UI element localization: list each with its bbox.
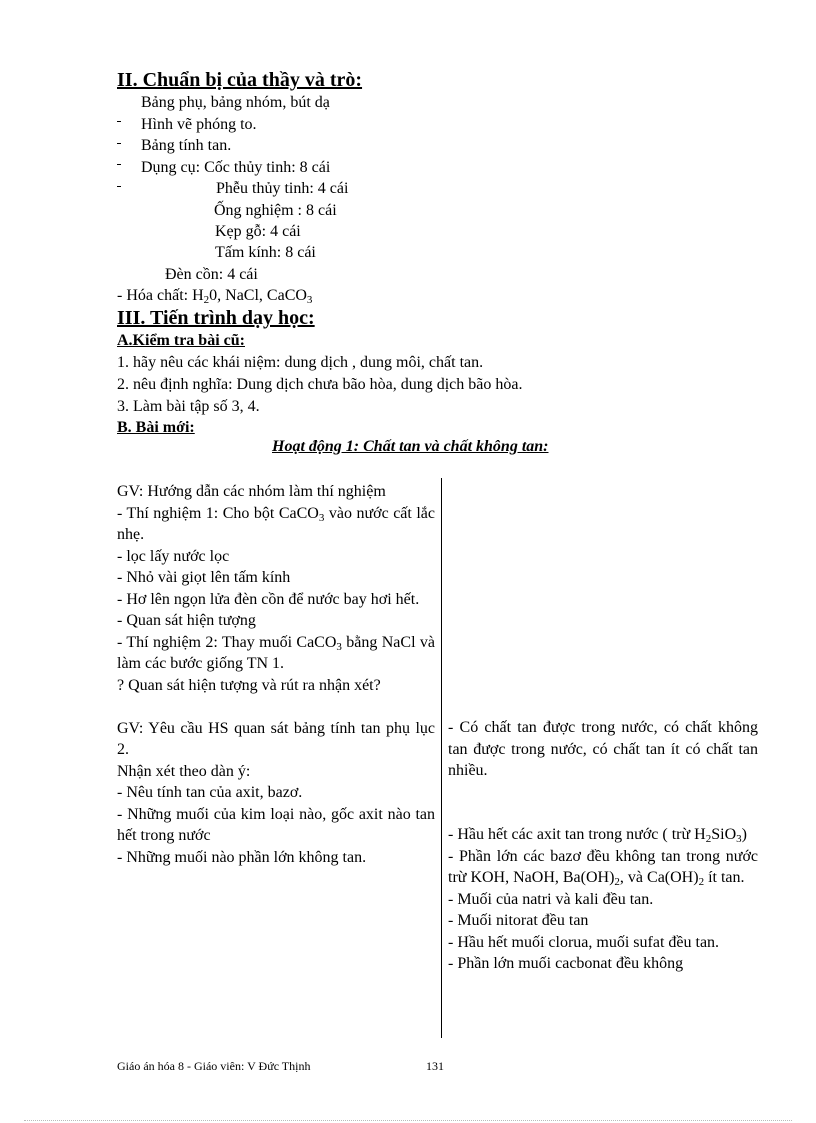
student-answer: - Hầu hết muối clorua, muối sufat đều tan. bbox=[448, 933, 720, 951]
teacher-step: GV: Yêu cầu HS quan sát bảng tính tan phụ lục 2. bbox=[117, 719, 435, 758]
page-number: 131 bbox=[426, 1059, 444, 1073]
prep-item: Bảng phụ, bảng nhóm, bút dạ bbox=[141, 94, 330, 111]
tool-item: Đèn cồn: 4 cái bbox=[165, 266, 258, 283]
student-column-top bbox=[448, 717, 758, 782]
student-answer: - Phần lớn các bazơ đều không tan trong nước trừ KOH, NaOH, $Ba(OH)_2$, và $Ca(OH)_2$ ít tan. bbox=[448, 847, 758, 888]
student-answer: - Hầu hết các axit tan trong nước ( trừ $H_2SiO_3$) bbox=[448, 826, 747, 845]
student-answer: - Phần lớn muối cacbonat đều không bbox=[448, 955, 684, 972]
student-answer: - Muối của natri và kali đều tan. bbox=[448, 890, 654, 908]
teacher-step: - Nêu tính tan của axit, bazơ. bbox=[117, 784, 303, 801]
teacher-step: GV: Hướng dẫn các nhóm làm thí nghiệm bbox=[117, 483, 386, 500]
teacher-step: - Nhỏ vài giọt lên tấm kính bbox=[117, 569, 291, 586]
section-2-title: II. Chuẩn bị của thầy và trò: bbox=[117, 69, 363, 91]
review-question: 2. nêu định nghĩa: Dung dịch chưa bão hòa, dung dịch bão hòa. bbox=[117, 376, 523, 393]
teacher-step: Nhận xét theo dàn ý: bbox=[117, 762, 251, 780]
footer-text: Giáo án hóa 8 - Giáo viên: V Đức Thịnh bbox=[117, 1059, 311, 1073]
prep-item: Dụng cụ: Cốc thủy tinh: 8 cái bbox=[141, 159, 331, 176]
teacher-step: - Thí nghiệm 1: Cho bột CaCO$_3$ vào nước cất lắc nhẹ. bbox=[117, 504, 435, 543]
subsection-b-title: B. Bài mới: bbox=[117, 419, 195, 436]
teacher-step: - Hơ lên ngọn lửa đèn cồn để nước bay hơi hết. bbox=[117, 590, 420, 608]
teacher-step: - Những muối nào phần lớn không tan. bbox=[117, 848, 367, 866]
tool-item: Phễu thủy tinh: 4 cái bbox=[216, 180, 349, 197]
review-question: 1. hãy nêu các khái niệm: dung dịch , dung môi, chất tan. bbox=[117, 354, 484, 371]
review-question: 3. Làm bài tập số 3, 4. bbox=[117, 398, 260, 415]
teacher-step: - lọc lấy nước lọc bbox=[117, 547, 230, 565]
teacher-step: - Những muối của kim loại nào, gốc axit nào tan hết trong nước bbox=[117, 805, 435, 844]
teacher-step: - Quan sát hiện tượng bbox=[117, 612, 256, 629]
tool-item: Ống nghiệm : 8 cái bbox=[214, 202, 337, 219]
chemicals-line: - Hóa chất: $H_20$, NaCl, CaCO$_3$ bbox=[117, 287, 313, 306]
teacher-column bbox=[117, 481, 435, 868]
tool-item: Tấm kính: 8 cái bbox=[215, 244, 316, 261]
teacher-step: - Thí nghiệm 2: Thay muối CaCO$_3$ bằng NaCl và làm các bước giống TN 1. bbox=[117, 633, 435, 672]
student-answer: - Có chất tan được trong nước, có chất không tan được trong nước, có chất tan ít có chất tan nhiều. bbox=[448, 719, 758, 779]
prep-item: Bảng tính tan. bbox=[141, 137, 232, 154]
page-edge bbox=[24, 1120, 792, 1121]
section-3-title: III. Tiến trình dạy học: bbox=[117, 307, 315, 329]
tool-item: Kẹp gỗ: 4 cái bbox=[215, 223, 301, 240]
subsection-a-title: A.Kiểm tra bài cũ: bbox=[117, 332, 245, 349]
column-divider bbox=[441, 478, 442, 1038]
teacher-step: ? Quan sát hiện tượng và rút ra nhận xét? bbox=[117, 676, 381, 694]
activity-heading: Hoạt động 1: Chất tan và chất không tan: bbox=[272, 438, 549, 455]
prep-item: Hình vẽ phóng to. bbox=[141, 116, 257, 133]
student-answer: - Muối nitorat đều tan bbox=[448, 912, 589, 929]
student-column-bottom bbox=[448, 824, 758, 975]
